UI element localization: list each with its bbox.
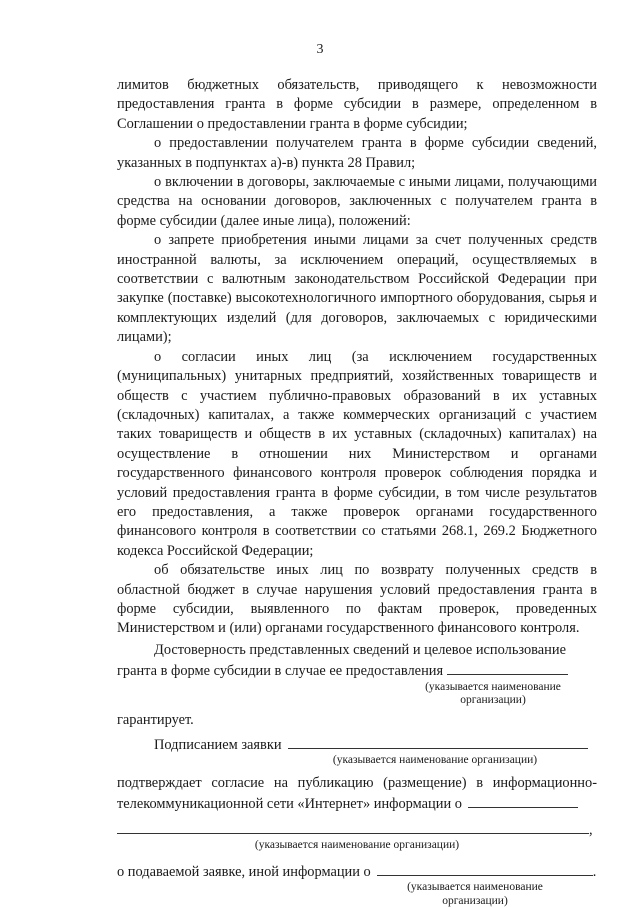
signature-lead-row <box>117 734 597 755</box>
signature-caption3-line2: организации) <box>442 894 508 907</box>
paragraph-contracts-inclusion: о включении в договоры, заключаемые с иными лицами, получающими средства на основании договоров, заключенных с получателем гранта в форме субсидии (далее иные лица), положений: <box>117 174 597 229</box>
signature-text-line2: телекоммуникационной сети «Интернет» информации о <box>117 796 462 813</box>
guarantee-caption-line1: (указывается наименование <box>425 680 561 693</box>
paragraph-refund-obligation: об обязательстве иных лиц по возврату полученных средств в областной бюджет в случае нарушения условий предоставления гранта в форме субсидии, выявленного по фактам проверок, проведенных Министерством и (или) органами государственного финансового контроля. <box>117 562 597 637</box>
guarantee-text-line1: Достоверность представленных сведений и целевое использование <box>154 641 566 658</box>
signature-organization-blank[interactable] <box>288 734 588 749</box>
signature-text-line3: о подаваемой заявке, иной информации о <box>117 863 371 880</box>
paragraph-currency-ban: о запрете приобретения иными лицами за счет полученных средств иностранной валюты, за исключением операций, осуществляемых в соответствии с валютным законодательством Российской Федерации при закупке (поставке) высокотехнологичного импортного оборудования, сырья и комплектующих изделий (для договоров, заключаемых с юридическими лицами); <box>117 232 597 346</box>
document-body <box>117 76 597 908</box>
paragraph-audit-consent: о согласии иных лиц (за исключением государственных (муниципальных) унитарных предприятий, хозяйственных товариществ и обществ с участием публично-правовых образований в их уставных (складочных) капиталах, а также коммерческих организаций с участием таких товариществ и обществ в их уставных (складочных) капиталах) на осуществление в отношении них Министерством и органами государственного финансового контроля проверок соблюдения порядка и условий предоставления гранта в форме субсидии, в том числе результатов его предоставления, а также проверок органами государственного финансового контроля в соответствии со статьями 268.1, 269.2 Бюджетного кодекса Российской Федерации; <box>117 348 597 559</box>
signature-caption: (указывается наименование организации) <box>332 754 538 767</box>
paragraph-budget-limits: лимитов бюджетных обязательств, приводящего к невозможности предоставления гранта в форме субсидии в размере, определенном в Соглашении о предоставлении гранта в форме субсидии; <box>117 77 597 132</box>
trailing-period: . <box>592 863 597 880</box>
signature-section <box>117 734 597 908</box>
guarantee-closing: гарантирует. <box>117 711 194 728</box>
page-number: 3 <box>316 42 324 57</box>
signature-text-line1: подтверждает согласие на публикацию (размещение) в информационно- <box>117 774 597 791</box>
guarantee-section <box>117 641 597 730</box>
paragraph-info-provision: о предоставлении получателем гранта в форме субсидии сведений, указанных в подпунктах а)-в) пункта 28 Правил; <box>117 135 597 171</box>
signature-lead: Подписанием заявки <box>154 737 282 753</box>
information-subject-blank[interactable] <box>468 793 578 808</box>
signature-caption3-line1: (указывается наименование <box>407 881 543 894</box>
organization-name-full-blank[interactable] <box>117 819 589 834</box>
guarantee-caption <box>389 681 597 708</box>
guarantee-caption-line2: организации) <box>460 694 526 707</box>
trailing-comma: , <box>589 821 593 838</box>
signature-line3-row <box>117 861 597 882</box>
guarantee-line2-row <box>117 660 597 681</box>
signature-line2-row <box>117 793 597 814</box>
signature-caption2: (указывается наименование организации) <box>254 839 460 852</box>
guarantee-text-line2: гранта в форме субсидии в случае ее предоставления <box>117 663 444 680</box>
signature-caption3 <box>395 881 555 908</box>
signature-blank-line-row <box>117 819 597 840</box>
other-information-blank[interactable] <box>377 861 593 876</box>
organization-name-blank[interactable] <box>447 660 568 675</box>
